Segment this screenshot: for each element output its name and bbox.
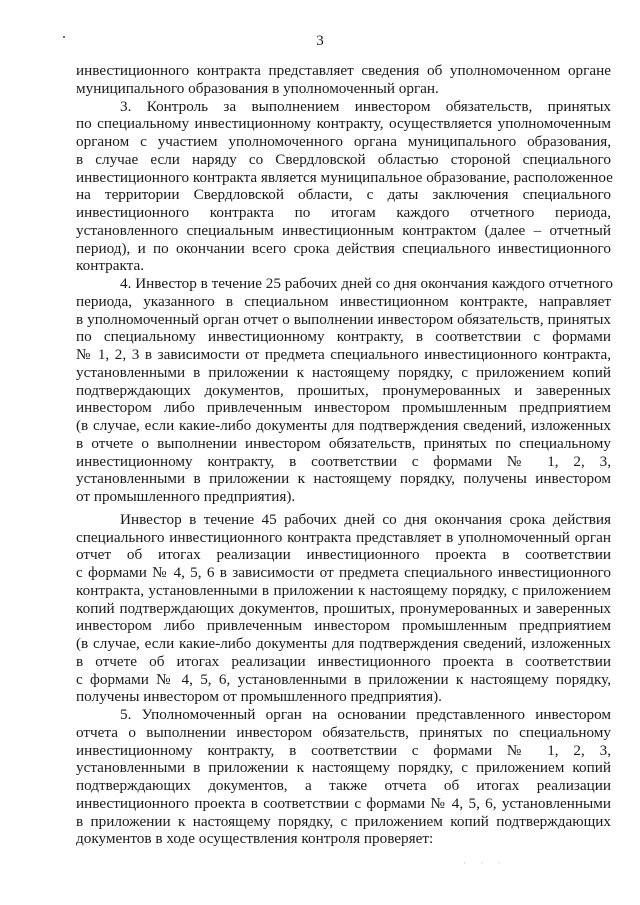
text-line: (в случае, если какие-либо документы для подтверждения сведений, изложенных xyxy=(76,635,611,652)
page-number: 3 xyxy=(316,33,324,49)
text-line: в случае если наряду со Свердловской областью стороной специального xyxy=(76,150,611,168)
text-line: период), и по окончании всего срока действия специального инвестиционного xyxy=(76,239,611,257)
text-line: муниципального образования в уполномоченный орган. xyxy=(76,79,439,97)
text-line: отчета о выполнении инвестором обязательств, принятых по специальному xyxy=(76,723,611,741)
text-line: с формами № 4, 5, 6 в зависимости от предмета специального инвестиционного xyxy=(76,564,611,581)
paragraph-item-4-part-2 xyxy=(76,511,611,706)
text-line: от промышленного предприятия). xyxy=(76,488,296,505)
text-line: с формами № 4, 5, 6, установленными в приложении к настоящему порядку, xyxy=(76,670,611,688)
text-line: 4. Инвестор в течение 25 рабочих дней со дня окончания каждого отчетного xyxy=(120,275,613,292)
text-line: инвестиционному контракту, в соответствии с формами № 1, 2, 3, xyxy=(76,452,611,470)
text-line: периода, указанного в специальном инвестиционном контракте, направляет xyxy=(76,292,611,310)
paragraph-item-3 xyxy=(76,98,611,276)
text-line: инвестором либо привлеченным инвестором промышленным предприятием xyxy=(76,399,611,417)
text-line: по специальному инвестиционному контракту, в соответствии с формами xyxy=(76,328,611,346)
text-line: инвестиционного контракта является муниципальное образование, расположенное xyxy=(76,168,613,186)
text-line: контракта. xyxy=(76,257,145,275)
text-line: установленного специальным инвестиционным контрактом (далее – отчетный xyxy=(76,221,611,239)
text-line: на территории Свердловской области, с даты заключения специального xyxy=(76,186,611,204)
paragraph-continuation xyxy=(76,62,611,98)
text-line: органом с участием уполномоченного органа муниципального образования, xyxy=(76,133,611,150)
text-line: инвестиционного проекта в соответствии с формами № 4, 5, 6, установленными xyxy=(76,794,611,812)
text-line: Инвестор в течение 45 рабочих дней со дня окончания срока действия xyxy=(120,510,611,528)
paragraph-item-4 xyxy=(76,275,611,506)
text-line: установленными в приложении к настоящему порядку, получены инвестором xyxy=(76,470,611,488)
text-line: инвестиционного контракта представляет сведения об уполномоченном органе xyxy=(76,62,611,79)
text-line: 3. Контроль за выполнением инвестором обязательств, принятых xyxy=(120,97,611,115)
text-line: инвестиционному контракту, в соответствии с формами № 1, 2, 3, xyxy=(76,741,611,759)
text-line: инвестиционного контракта по итогам каждого отчетного периода, xyxy=(76,204,611,221)
text-line: установленными в приложении к настоящему порядку, с приложением копий xyxy=(76,363,611,381)
text-line: подтверждающих документов, прошитых, пронумерованных и заверенных xyxy=(76,381,611,399)
paragraph-item-5 xyxy=(76,706,611,848)
text-line: № 1, 2, 3 в зависимости от предмета специального инвестиционного контракта, xyxy=(76,346,611,363)
text-line: документов в ходе осуществления контроля проверяет: xyxy=(76,830,434,848)
scan-artifact: · · · xyxy=(463,858,507,868)
text-line: в отчете о выполнении инвестором обязательств, принятых по специальному xyxy=(76,434,611,452)
text-line: получены инвестором от промышленного предприятия). xyxy=(76,688,442,706)
text-line: специального инвестиционного контракта представляет в уполномоченный орган xyxy=(76,528,611,546)
text-line: установленными в приложении к настоящему порядку, с приложением копий xyxy=(76,759,611,777)
document-body xyxy=(76,62,611,848)
text-line: (в случае, если какие-либо документы для подтверждения сведений, изложенных xyxy=(76,417,611,434)
text-line: контракта, установленными в приложении к настоящему порядку, с приложением xyxy=(76,581,611,599)
text-line: отчет об итогах реализации инвестиционного проекта в соответствии xyxy=(76,546,611,564)
text-line: копий подтверждающих документов, прошитых, пронумерованных и заверенных xyxy=(76,599,611,617)
text-line: в уполномоченный орган отчет о выполнении инвестором обязательств, принятых xyxy=(76,310,611,328)
text-line: инвестором либо привлеченным инвестором промышленным предприятием xyxy=(76,617,611,635)
text-line: подтверждающих документов, а также отчета об итогах реализации xyxy=(76,777,611,794)
text-line: в приложении к настоящему порядку, с приложением копий подтверждающих xyxy=(76,812,611,830)
text-line: в отчете об итогах реализации инвестиционного проекта в соответствии xyxy=(76,652,611,670)
text-line: по специальному инвестиционному контракту, осуществляется уполномоченным xyxy=(76,115,611,133)
text-line: 5. Уполномоченный орган на основании представленного инвестором xyxy=(120,706,611,723)
